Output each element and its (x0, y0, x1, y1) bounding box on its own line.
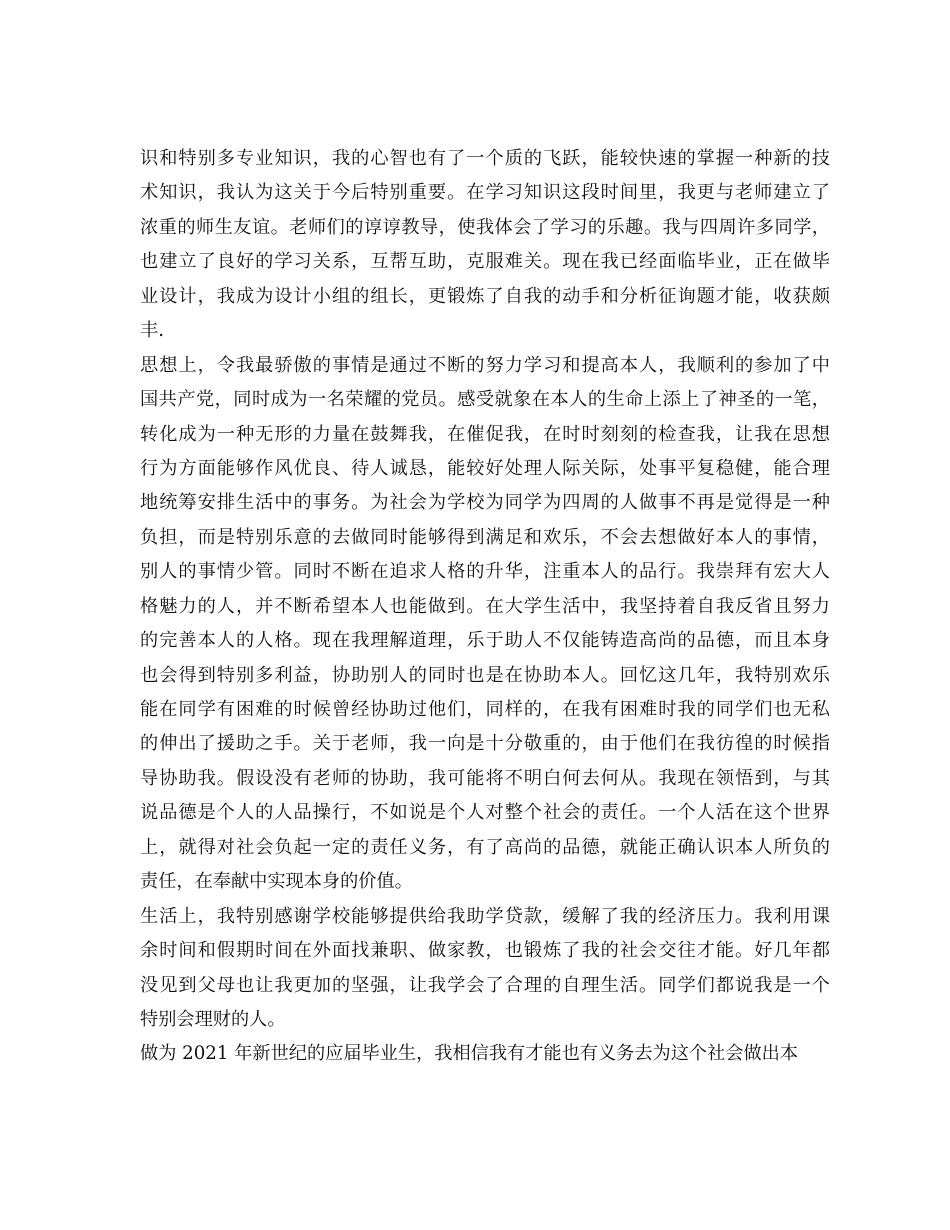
text-line: 丰. (140, 320, 164, 342)
text-line: 也建立了良好的学习关系，互帮互助，克服难关。现在我已经面临毕业，正在做毕 (140, 251, 830, 273)
text-line: 生活上，我特别感谢学校能够提供给我助学贷款，缓解了我的经济压力。我利用课 (140, 905, 830, 927)
text-line: 别人的事情少管。同时不断在追求人格的升华，注重本人的品行。我崇拜有宏大人 (140, 561, 830, 583)
text-line: 转化成为一种无形的力量在鼓舞我，在催促我，在时时刻刻的检查我，让我在思想 (140, 423, 830, 445)
text-line: 识和特别多专业知识，我的心智也有了一个质的飞跃，能较快速的掌握一种新的技 (140, 148, 830, 169)
text-line: 做为 2021 年新世纪的应届毕业生，我相信我有才能也有义务去为这个社会做出本 (140, 1043, 799, 1065)
text-line: 的伸出了援助之手。关于老师，我一向是十分敬重的，由于他们在我彷徨的时候指 (140, 733, 830, 755)
paragraph (140, 349, 830, 900)
text-line: 术知识，我认为这关于今后特别重要。在学习知识这段时间里，我更与老师建立了 (140, 182, 830, 204)
text-line: 格魅力的人，并不断希望本人也能做到。在大学生活中，我坚持着自我反省且努力 (140, 595, 830, 617)
text-line: 思想上，令我最骄傲的事情是通过不断的努力学习和提高本人，我顺利的参加了中 (140, 354, 830, 376)
text-line: 没见到父母也让我更加的坚强，让我学会了合理的自理生活。同学们都说我是一个 (140, 974, 830, 996)
paragraph (140, 900, 830, 1038)
text-line: 能在同学有困难的时候曾经协助过他们，同样的，在我有困难时我的同学们也无私 (140, 699, 830, 720)
text-line: 特别会理财的人。 (140, 1008, 286, 1030)
text-line: 国共产党，同时成为一名荣耀的党员。感受就象在本人的生命上添上了神圣的一笔， (140, 389, 830, 411)
text-line: 业设计，我成为设计小组的组长，更锻炼了自我的动手和分析征询题才能，收获颇 (140, 285, 830, 307)
text-line: 的完善本人的人格。现在我理解道理，乐于助人不仅能铸造高尚的品德，而且本身 (140, 630, 830, 652)
text-line: 导协助我。假设没有老师的协助，我可能将不明白何去何从。我现在领悟到，与其 (140, 767, 830, 789)
text-line: 说品德是个人的人品操行，不如说是个人对整个社会的责任。一个人活在这个世界 (140, 802, 830, 824)
body-text (140, 142, 830, 1072)
text-line: 浓重的师生友谊。老师们的谆谆教导，使我体会了学习的乐趣。我与四周许多同学， (140, 216, 830, 238)
text-line: 负担，而是特别乐意的去做同时能够得到满足和欢乐，不会去想做好本人的事情， (140, 526, 830, 548)
text-line: 上，就得对社会负起一定的责任义务，有了高尚的品德，就能正确认识本人所负的 (140, 836, 830, 858)
text-line: 也会得到特别多利益，协助别人的同时也是在协助本人。回忆这几年，我特别欢乐 (140, 664, 830, 686)
paragraph (140, 142, 830, 349)
text-line: 行为方面能够作风优良、待人诚恳，能较好处理人际关际，处事平复稳健，能合理 (140, 457, 830, 479)
paragraph (140, 1037, 830, 1071)
text-line: 责任，在奉献中实现本身的价值。 (140, 871, 413, 893)
text-line: 余时间和假期时间在外面找兼职、做家教，也锻炼了我的社会交往才能。好几年都 (140, 940, 830, 962)
text-line: 地统筹安排生活中的事务。为社会为学校为同学为四周的人做事不再是觉得是一种 (140, 492, 830, 514)
